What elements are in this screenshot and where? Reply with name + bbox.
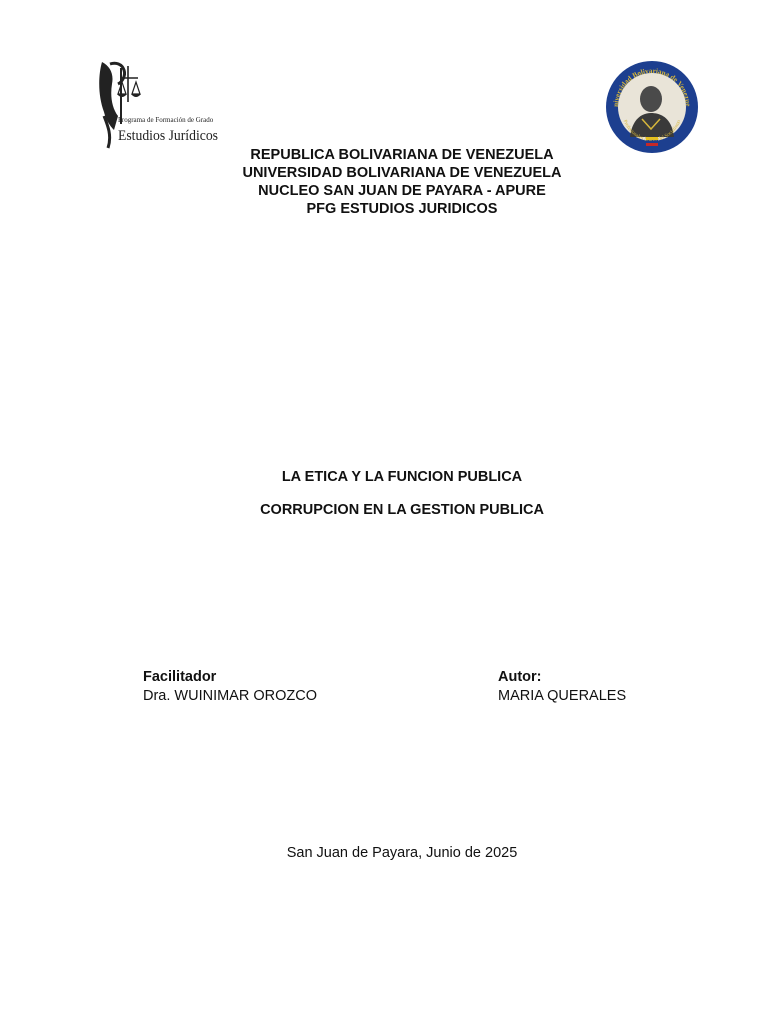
logo-left-line2: Estudios Jurídicos [118,128,219,144]
author-block [498,668,626,706]
header-line-1: REPUBLICA BOLIVARIANA DE VENEZUELA [250,147,554,163]
institution-header [0,146,768,218]
document-title [0,468,768,486]
ubv-seal-logo [604,59,700,155]
place-date: San Juan de Payara, Junio de 2025 [286,845,518,861]
estudios-juridicos-logo [96,56,220,152]
facilitator-label: Facilitador [143,669,217,685]
facilitator-name: Dra. WUINIMAR OROZCO [143,688,317,704]
seal-bottom-text: Profesionales Libres del Socialismo [621,119,683,144]
facilitator-block [143,668,317,706]
header-line-2: UNIVERSIDAD BOLIVARIANA DE VENEZUELA [242,165,562,181]
document-subtitle [0,501,768,519]
author-name: MARIA QUERALES [498,688,627,704]
author-label: Autor: [498,669,542,685]
header-line-3: NUCLEO SAN JUAN DE PAYARA - APURE [258,183,546,199]
header-line-4: PFG ESTUDIOS JURIDICOS [306,201,498,217]
seal-top-text: niversidad Bolivariana de Venezue [611,66,693,108]
title-line-1: LA ETICA Y LA FUNCION PUBLICA [281,469,523,485]
logo-left-line1: Programa de Formación de Grado [118,116,214,124]
title-line-2: CORRUPCION EN LA GESTION PUBLICA [260,502,544,518]
bolivar-seal-icon [604,59,700,155]
lady-justice-icon [96,56,220,152]
